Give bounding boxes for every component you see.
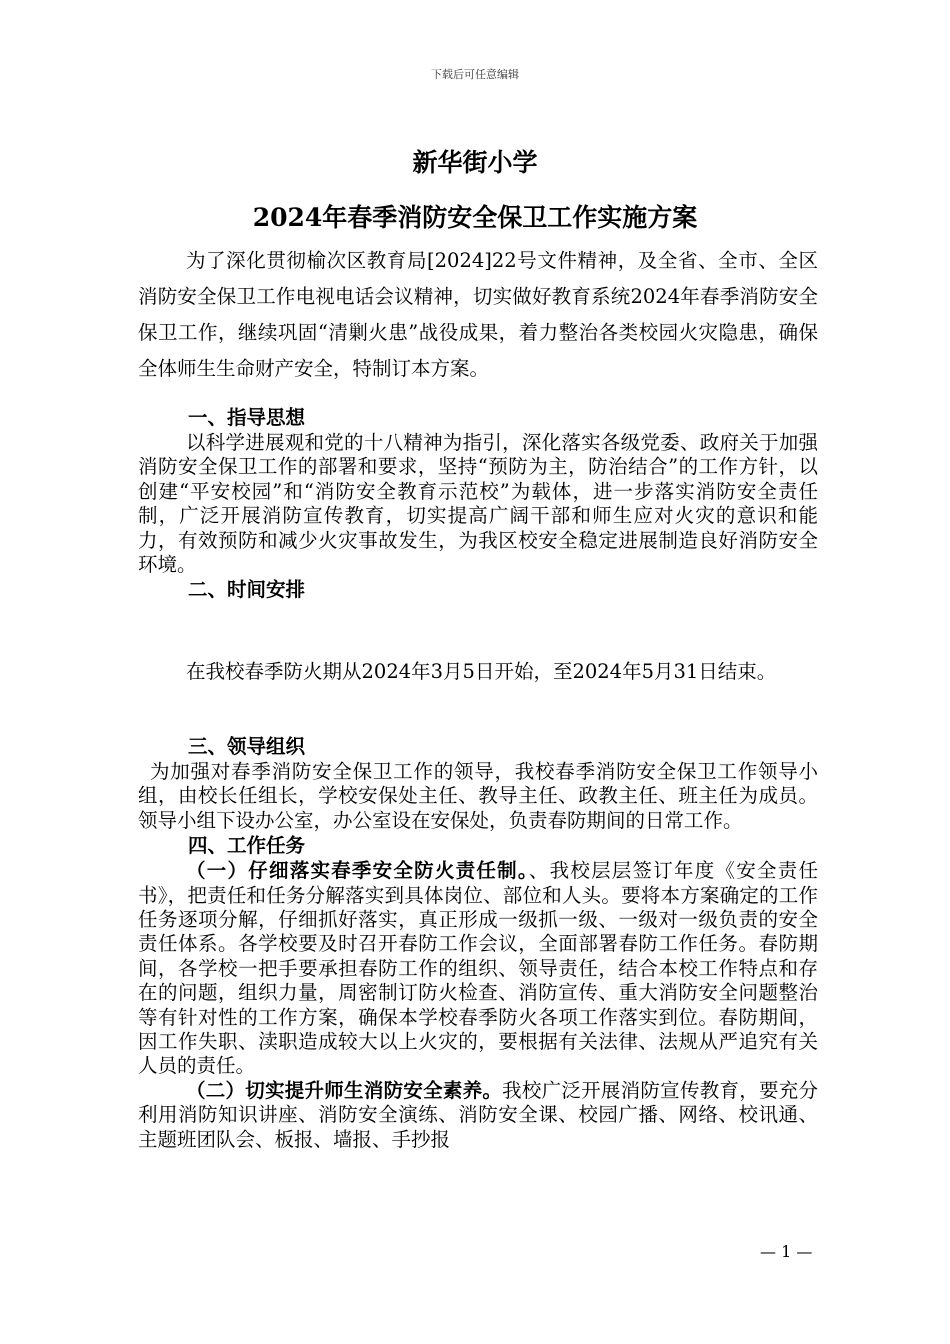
section-4-1-heading: （一）仔细落实春季安全防火责任制。 [186, 859, 529, 883]
section-1-text: 以科学进展观和党的十八精神为指引，深化落实各级党委、政府关于加强消防安全保卫工作的部署和要求，坚持“预防为主，防治结合”的工作方针，以创建“平安校园”和“消防安全教育示范校”为载体，进一步落实消防安全责任制，广泛开展消防宣传教育，切实提高广阔干部和师生应对火灾的意识和能力，有效预防和减少火灾事故发生，为我区校安全稳定进展制造良好消防安全环境。 [138, 431, 818, 577]
section-4-1-text: 、我校层层签订年度《安全责任书》，把责任和任务分解落实到具体岗位、部位和人头。要将本方案确定的工作任务逐项分解，仔细抓好落实，真正形成一级抓一级、一级对一级负责的安全责任体系。各学校要及时召开春防工作会议，全面部署春防工作任务。春防期间，各学校一把手要承担春防工作的组织、领导责任，结合本校工作特点和存在的问题，组织力量，周密制订防火检查、消防宣传、重大消防安全问题整治等有针对性的工作方案，确保本学校春季防火各项工作落实到位。春防期间，因工作失职、渎职造成较大以上火灾的，要根据有关法律、法规从严追究有关人员的责任。 [138, 859, 818, 1078]
section-3-text: 为加强对春季消防安全保卫工作的领导，我校春季消防安全保卫工作领导小组，由校长任组长，学校安保处主任、教导主任、政教主任、班主任为成员。领导小组下设办公室，办公室设在安保处，负责春防期间的日常工作。 [138, 760, 818, 832]
section-4-2-text: 我校广泛开展消防宣传教育，要充分利用消防知识讲座、消防安全演练、消防安全课、校园广播、网络、校讯通、主题班团队会、板报、墙报、手抄报 [138, 1078, 818, 1151]
content-block-2 [138, 734, 818, 1152]
plan-title: 2024年春季消防安全保卫工作实施方案 [252, 203, 698, 232]
section-4-2-heading: （二）切实提升师生消防安全素养。 [186, 1078, 503, 1102]
page-header-note: 下载后可任意编辑 [431, 68, 519, 81]
section-4-2-paragraph [138, 1079, 818, 1152]
page-number: — 1 — [760, 1242, 813, 1261]
content-block [138, 405, 818, 603]
school-title: 新华街小学 [412, 148, 538, 177]
time-block [138, 643, 818, 701]
section-4-heading: 四、工作任务 [188, 834, 306, 858]
section-2-text: 在我校春季防火期从2024年3月5日开始，至2024年5月31日结束。 [186, 660, 777, 683]
section-3-heading: 三、领导组织 [188, 735, 306, 758]
section-2-heading: 二、时间安排 [188, 578, 306, 602]
section-1-heading: 一、指导思想 [188, 406, 306, 429]
intro-block [138, 243, 818, 387]
section-4-1-paragraph [138, 859, 818, 1079]
intro-paragraph: 为了深化贯彻榆次区教育局[2024]22号文件精神，及全省、全市、全区消防安全保卫工作电视电话会议精神，切实做好教育系统2024年春季消防安全保卫工作，继续巩固“清剿火患”战役成果，着力整治各类校园火灾隐患，确保全体师生生命财产安全，特制订本方案。 [138, 249, 818, 380]
